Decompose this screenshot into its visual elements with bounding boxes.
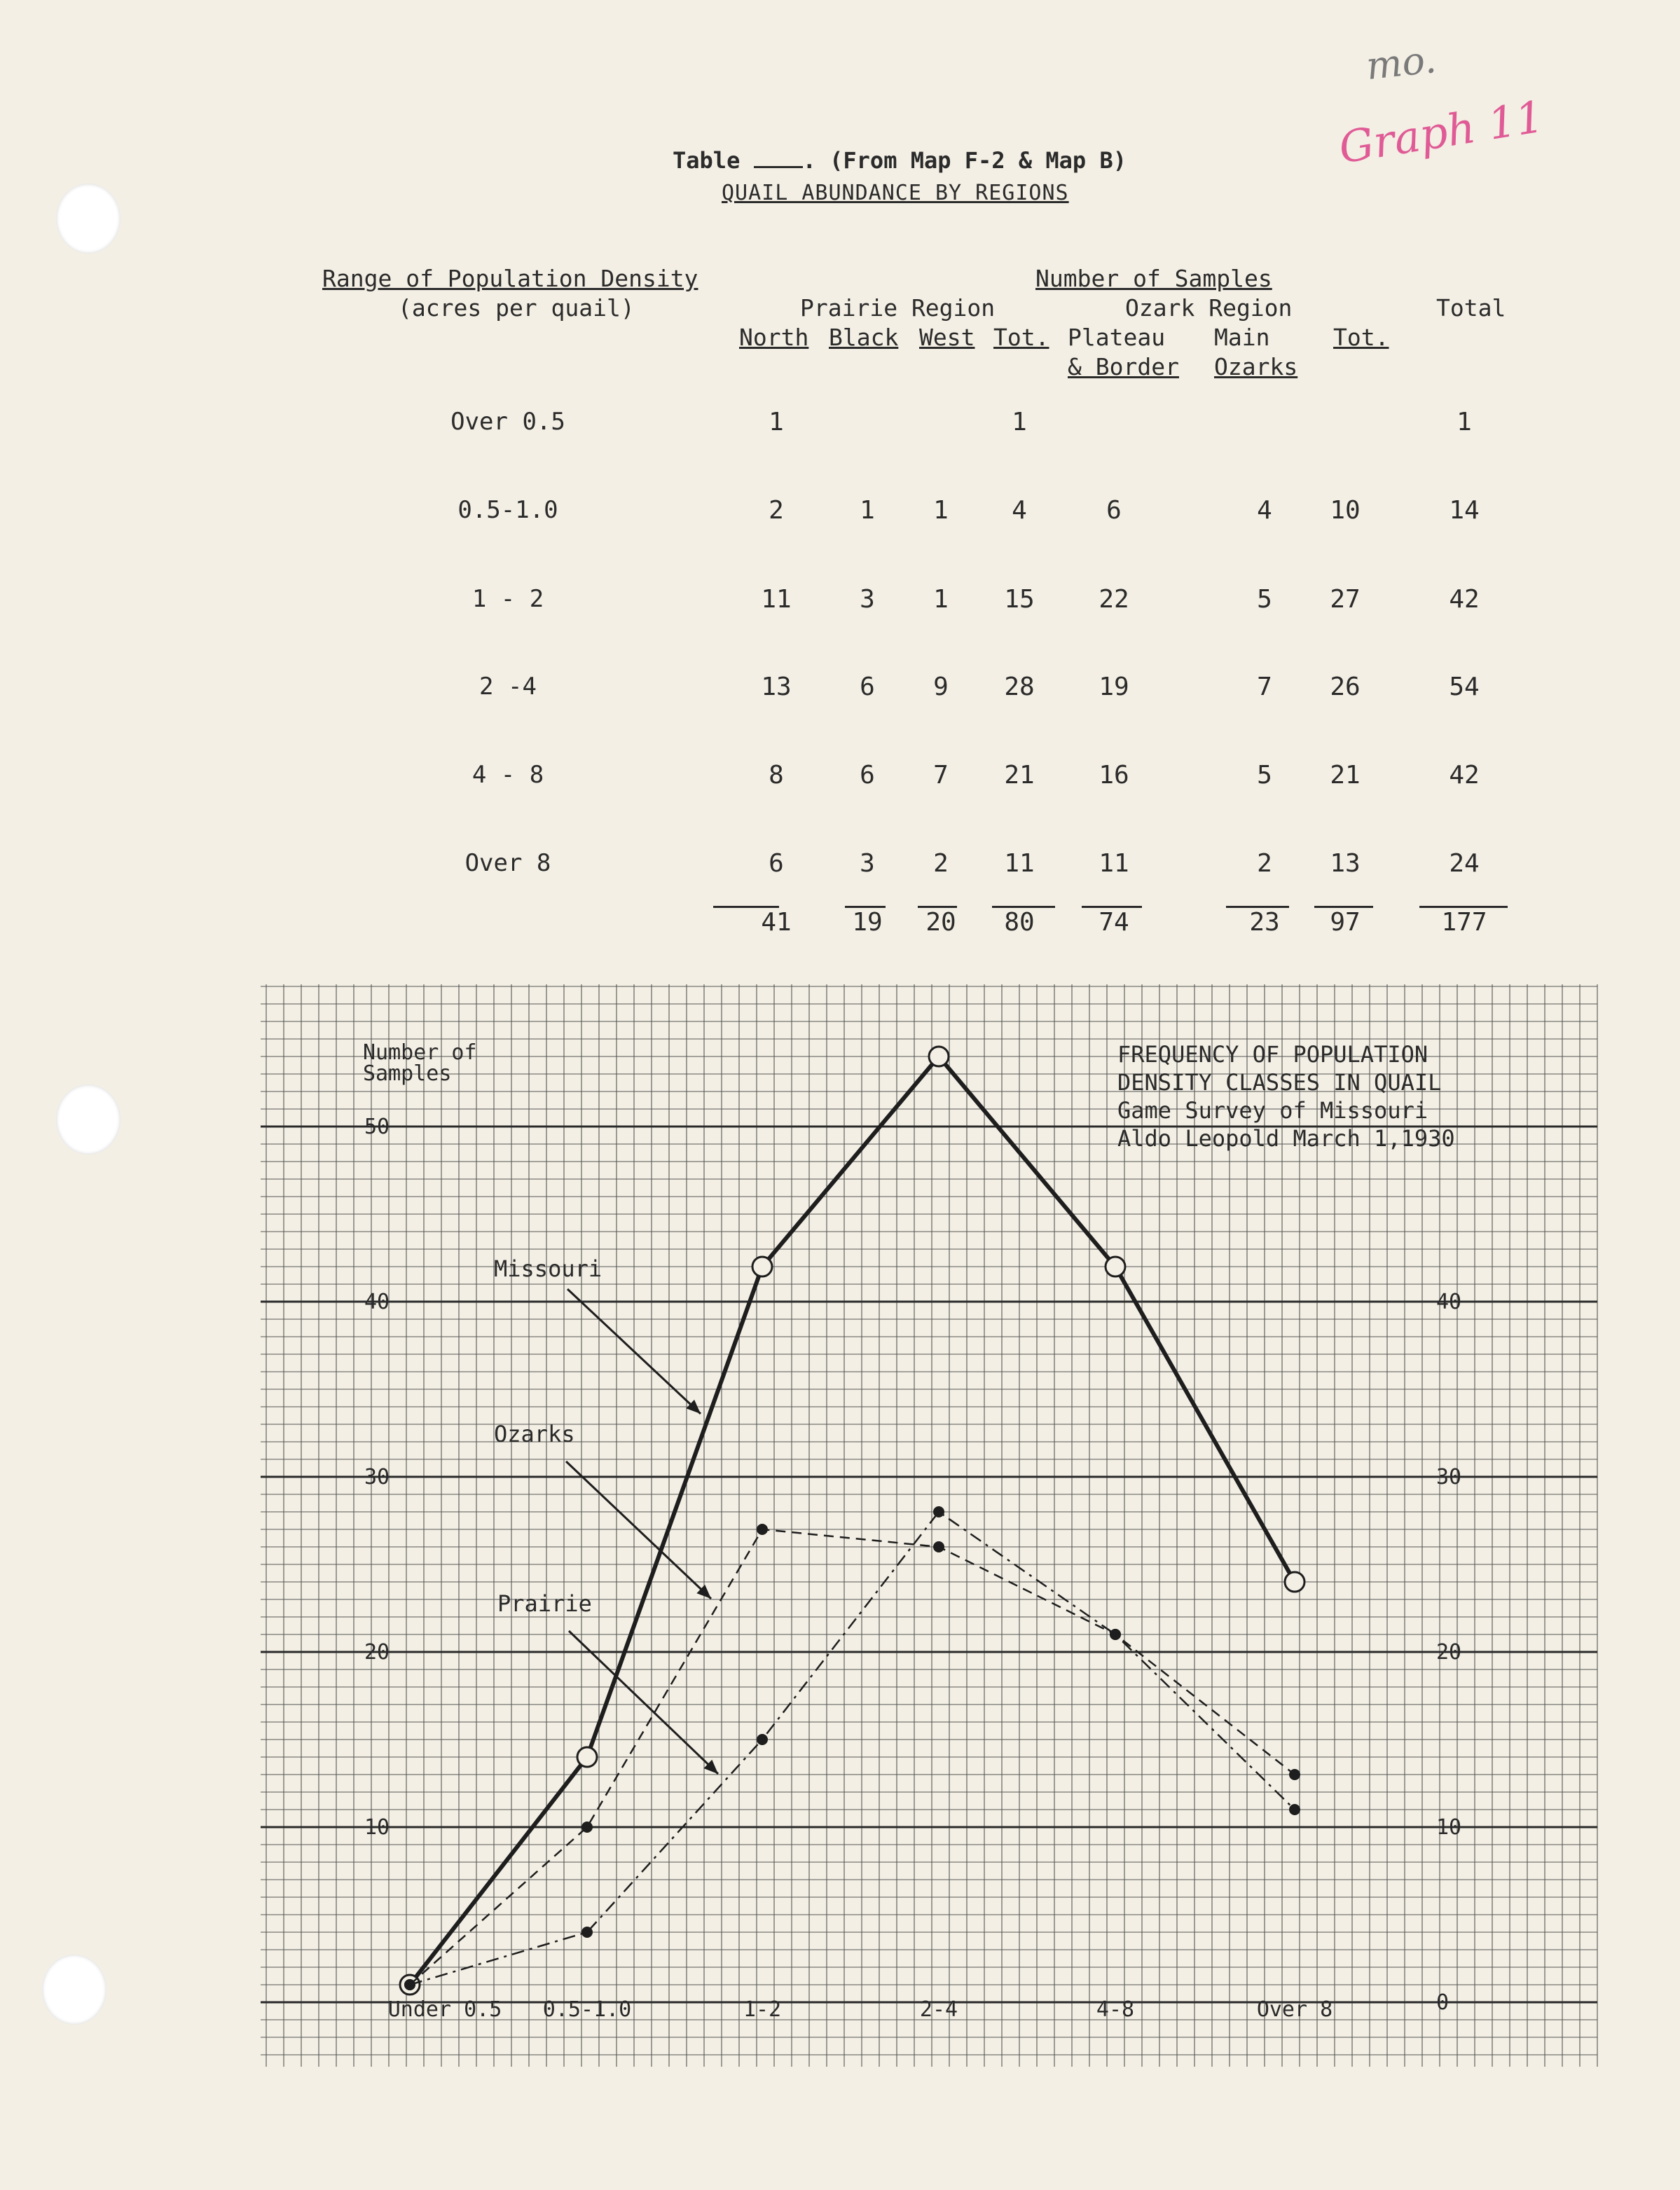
y-tick-label-left: 50 — [364, 1115, 390, 1139]
y-tick-label-right: 0 — [1436, 1990, 1450, 2015]
y-tick-label-left: 30 — [364, 1465, 390, 1489]
table-subtitle: QUAIL ABUNDANCE BY REGIONS — [722, 181, 1069, 205]
table-cell: 13 — [761, 673, 792, 701]
data-point-missouri — [929, 1047, 949, 1066]
col-plateau-line2: & Border — [1068, 353, 1179, 380]
row-label: 2 -4 — [479, 673, 537, 701]
table-cell: 1 — [860, 496, 875, 525]
table-cell: 21 — [1330, 761, 1361, 790]
table-cell: 11 — [1004, 849, 1035, 878]
chart-title-line: Game Survey of Missouri — [1117, 1097, 1428, 1124]
col-west: West — [919, 324, 975, 351]
table-cell: 5 — [1257, 761, 1272, 790]
chart-labels — [363, 1040, 1461, 2022]
table-cell: 24 — [1449, 849, 1480, 878]
y-tick-label-left: 20 — [364, 1640, 390, 1665]
data-point-prairie — [1110, 1629, 1121, 1640]
data-point-prairie — [1289, 1804, 1300, 1815]
ozark-region-header: Ozark Region — [1125, 294, 1293, 322]
data-point-ozarks — [1289, 1769, 1300, 1780]
table-cell: 9 — [933, 673, 949, 701]
legend-label-missouri: Missouri — [494, 1255, 603, 1282]
legend-label-prairie: Prairie — [497, 1590, 592, 1617]
row-label: Over 0.5 — [450, 408, 565, 436]
table-cell: 14 — [1449, 496, 1480, 525]
table-cell: 10 — [1330, 496, 1361, 525]
y-tick-label-left: 10 — [364, 1815, 390, 1840]
table-cell: 1 — [769, 408, 784, 436]
chart-series — [400, 1047, 1304, 1995]
data-point-prairie — [757, 1734, 768, 1745]
y-tick-label-right: 20 — [1436, 1640, 1462, 1665]
data-point-ozarks — [581, 1821, 593, 1833]
table-total-cell: 80 — [1004, 908, 1035, 937]
chart-title-line: FREQUENCY OF POPULATION — [1117, 1041, 1428, 1068]
table-cell: 1 — [1457, 408, 1472, 436]
x-category-label: Over 8 — [1256, 1997, 1333, 2022]
table-cell: 1 — [933, 496, 949, 525]
table-cell: 4 — [1012, 496, 1027, 525]
table-cell: 21 — [1004, 761, 1035, 790]
table-total-cell: 97 — [1330, 908, 1361, 937]
legend-label-ozarks: Ozarks — [494, 1421, 575, 1447]
total-header: Total — [1436, 294, 1506, 322]
table-cell: 28 — [1004, 673, 1035, 701]
prairie-region-header: Prairie Region — [800, 294, 996, 322]
table-cell: 6 — [769, 849, 784, 878]
table-cell: 19 — [1099, 673, 1129, 701]
table-cell: 26 — [1330, 673, 1361, 701]
data-point-prairie — [581, 1927, 593, 1938]
col-north: North — [739, 324, 809, 351]
table-cell: 27 — [1330, 585, 1361, 614]
handwritten-state-note: mo. — [1363, 36, 1438, 89]
table-cell: 13 — [1330, 849, 1361, 878]
row-label: 0.5-1.0 — [457, 496, 558, 524]
table-cell: 1 — [933, 585, 949, 614]
table-cell: 3 — [860, 849, 875, 878]
table-cell: 7 — [933, 761, 949, 790]
table-cell: 42 — [1449, 761, 1480, 790]
table-total-cell: 177 — [1441, 908, 1487, 937]
col-ozark-tot: Tot. — [1333, 324, 1389, 351]
table-cell: 11 — [761, 585, 792, 614]
chart-title-line: Aldo Leopold March 1,1930 — [1117, 1125, 1455, 1152]
table-total-cell: 74 — [1099, 908, 1129, 937]
data-point-missouri — [577, 1747, 597, 1767]
x-category-label: 0.5-1.0 — [542, 1997, 632, 2022]
table-cell: 6 — [1106, 496, 1122, 525]
table-cell: 2 — [1257, 849, 1272, 878]
handwritten-graph-note: Graph 11 — [1335, 90, 1548, 174]
table-total-cell: 41 — [761, 908, 792, 937]
table-cell: 22 — [1099, 585, 1129, 614]
table-cell: 6 — [860, 761, 875, 790]
row-label: 1 - 2 — [471, 585, 544, 613]
row-label: 4 - 8 — [471, 761, 544, 789]
x-category-label: Under 0.5 — [387, 1997, 502, 2022]
table-title: Table . (From Map F-2 & Map B) — [673, 147, 1127, 174]
data-point-prairie — [404, 1979, 415, 1990]
table-cell: 6 — [860, 673, 875, 701]
table-cell: 2 — [769, 496, 784, 525]
col-plateau: Plateau — [1068, 324, 1166, 351]
y-tick-label-right: 40 — [1436, 1290, 1462, 1314]
y-axis-label: Samples — [363, 1061, 452, 1086]
legend-arrow-ozarks — [566, 1461, 711, 1599]
table-cell: 3 — [860, 585, 875, 614]
table-cell: 5 — [1257, 585, 1272, 614]
col-main-line2: Ozarks — [1214, 353, 1298, 380]
col-main: Main — [1214, 324, 1270, 351]
table-cell: 1 — [1012, 408, 1027, 436]
data-point-ozarks — [757, 1524, 768, 1535]
y-tick-label-left: 40 — [364, 1290, 390, 1314]
table-cell: 7 — [1257, 673, 1272, 701]
row-label: Over 8 — [464, 849, 551, 877]
data-point-prairie — [933, 1506, 944, 1517]
table-cell: 4 — [1257, 496, 1272, 525]
x-category-label: 1-2 — [743, 1997, 782, 2022]
table-total-cell: 20 — [925, 908, 956, 937]
table-cell: 54 — [1449, 673, 1480, 701]
x-category-label: 4-8 — [1096, 1997, 1135, 2022]
col-black: Black — [829, 324, 899, 351]
y-tick-label-right: 30 — [1436, 1465, 1462, 1489]
chart-title-line: DENSITY CLASSES IN QUAIL — [1117, 1069, 1442, 1096]
table-cell: 8 — [769, 761, 784, 790]
x-category-label: 2-4 — [919, 1997, 958, 2022]
series-line-prairie — [410, 1512, 1295, 1985]
y-axis-label: Number of — [363, 1040, 477, 1065]
y-tick-label-right: 10 — [1436, 1815, 1462, 1840]
table-total-cell: 23 — [1249, 908, 1280, 937]
table-total-cell: 19 — [852, 908, 883, 937]
range-subheader: (acres per quail) — [398, 294, 635, 322]
table-cell: 15 — [1004, 585, 1035, 614]
range-header: Range of Population Density — [322, 265, 698, 292]
table-cell: 2 — [933, 849, 949, 878]
table-cell: 11 — [1099, 849, 1129, 878]
col-prairie-tot: Tot. — [993, 324, 1049, 351]
data-point-missouri — [752, 1257, 772, 1276]
data-point-missouri — [1106, 1257, 1125, 1276]
series-line-missouri — [410, 1056, 1295, 1985]
data-point-missouri — [1285, 1572, 1304, 1592]
data-point-ozarks — [933, 1541, 944, 1552]
table-cell: 42 — [1449, 585, 1480, 614]
samples-header: Number of Samples — [1035, 265, 1272, 292]
table-cell: 16 — [1099, 761, 1129, 790]
